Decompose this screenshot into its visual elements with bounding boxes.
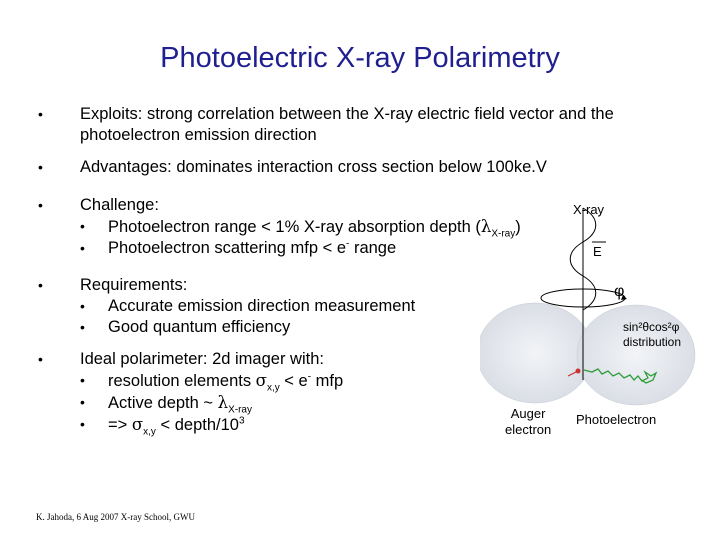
photoelectron-label: Photoelectron — [576, 412, 657, 427]
bullet-dot: • — [38, 159, 43, 175]
slide-title: Photoelectric X-ray Polarimetry — [160, 42, 560, 74]
sub-bullet: • Active depth ~ $\lambda_{X-ray}$ — [80, 393, 252, 416]
interaction-point — [576, 369, 581, 374]
sub-bullet: • Good quantum efficiency — [80, 318, 291, 336]
bullet-dot: • — [38, 277, 43, 293]
footer-credit: K. Jahoda, 6 Aug 2007 X-ray School, GWU — [36, 512, 195, 522]
e-field-label: E — [593, 244, 602, 259]
sub-bullet: • resolution elements $\sigma_{x,y} < e^-$ mfp — [80, 371, 344, 394]
bullet-body: : — [154, 196, 159, 214]
bullet-keyword: Challenge — [80, 196, 155, 214]
bullet-dot: • — [38, 106, 43, 122]
auger-electron-label: Auger electron — [505, 406, 552, 437]
photoemission-figure — [480, 180, 710, 450]
sub-bullet: • => $\sigma_{x,y}$ < depth/$10^3$ — [80, 415, 245, 438]
xray-label: X-ray — [573, 202, 605, 217]
bullet-dot: • — [38, 351, 43, 367]
bullet-keyword: Ideal polarimeter — [80, 350, 203, 368]
sub-bullet: • Photoelectron scattering mfp < e- range — [80, 238, 397, 257]
bullet-keyword: Exploits — [80, 105, 138, 123]
phi-label: φ — [614, 283, 625, 300]
distribution-label: sin²θcos²φ distribution — [623, 320, 682, 349]
bullet-text — [80, 104, 640, 146]
sub-bullet: • Photoelectron range < 1% X-ray absorption depth $(\lambda_{X-ray})$ — [80, 217, 521, 240]
bullet-body: : dominates interaction cross section below 100ke.V — [167, 158, 547, 176]
bullet-body: : strong correlation between the X-ray electric field vector and the photoelectron emission direction — [80, 105, 614, 144]
sub-bullet: • Accurate emission direction measurement — [80, 297, 416, 315]
bullet-body: : 2d imager with: — [202, 350, 324, 368]
bullet-text — [80, 157, 640, 178]
bullet-keyword: Advantages — [80, 158, 168, 176]
bullet-body: : — [182, 276, 188, 294]
left-lobe — [480, 303, 593, 403]
bullet-dot: • — [38, 197, 43, 213]
bullet-keyword: Requirements — [80, 276, 183, 294]
